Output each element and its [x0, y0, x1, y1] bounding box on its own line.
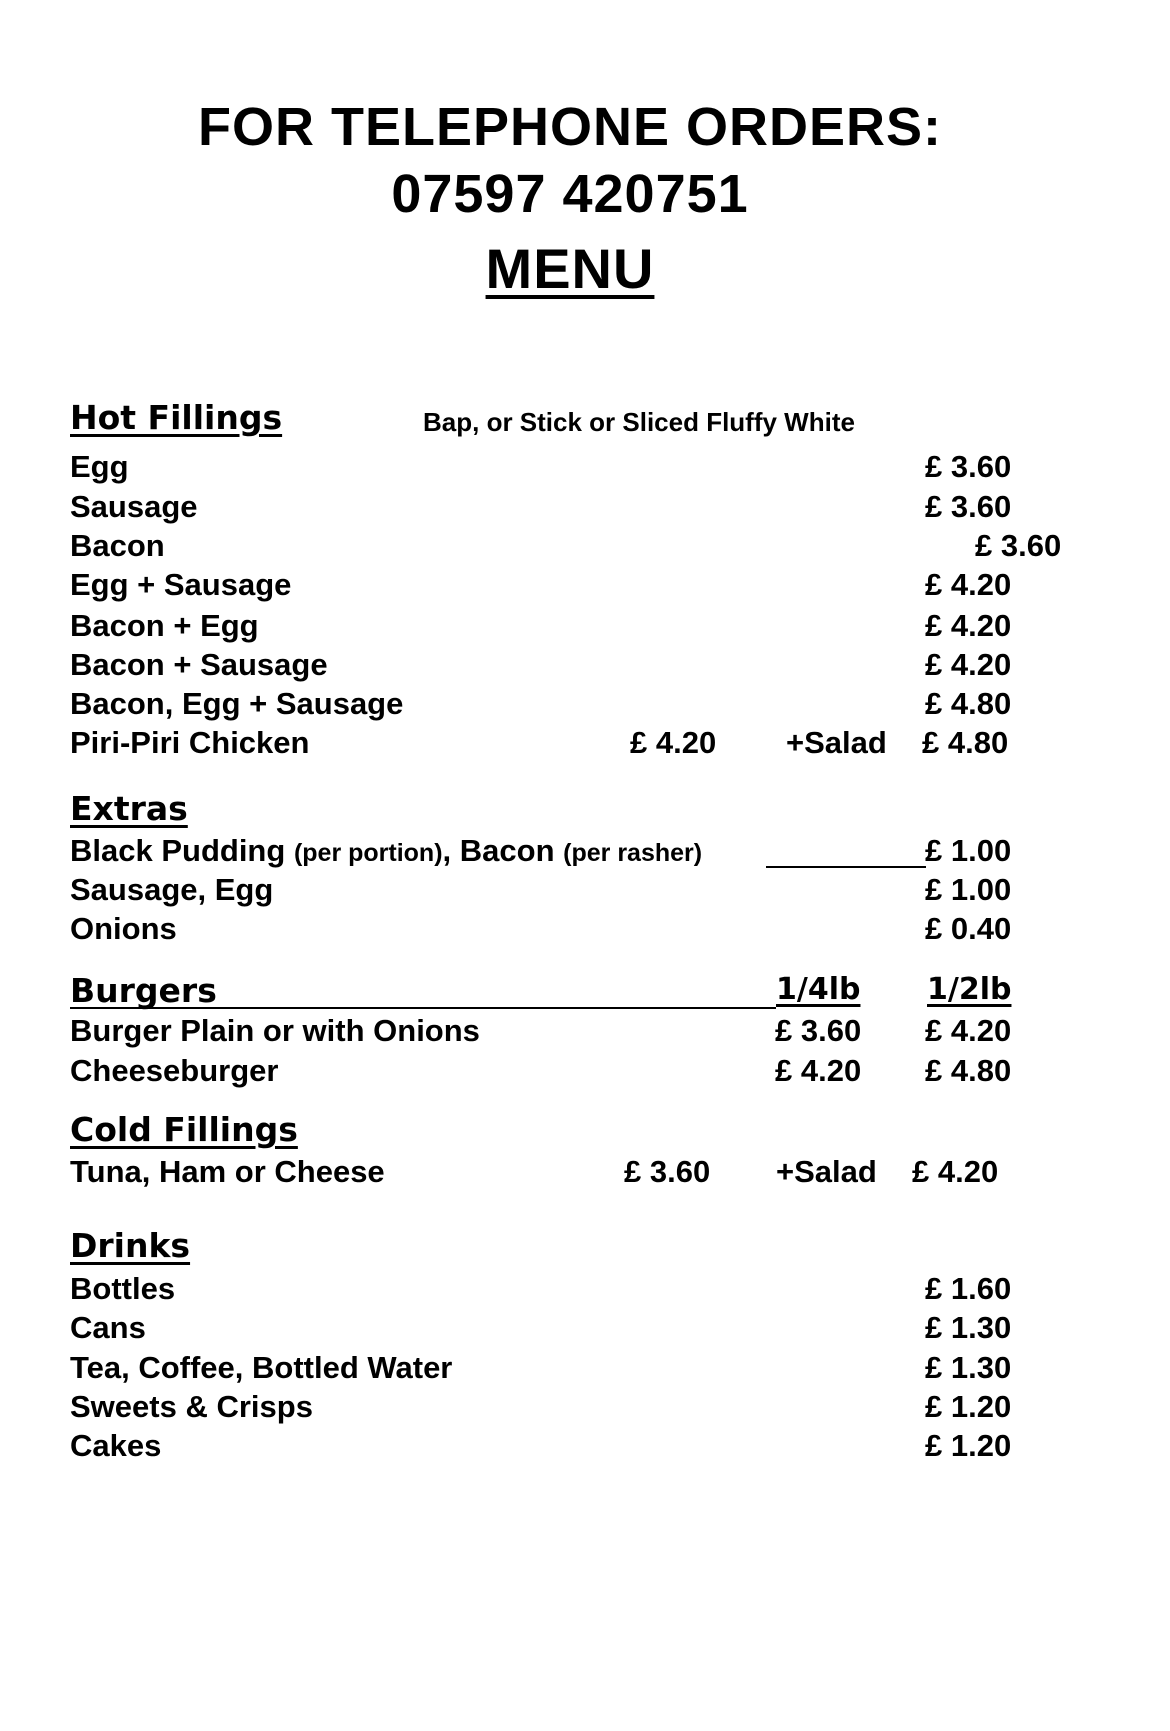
item-separator: , — [442, 833, 452, 868]
item-price: £ 4.20 — [925, 567, 1012, 602]
item-price: £ 4.80 — [925, 686, 1012, 721]
burgers-heading-underline — [70, 1007, 776, 1009]
item-name: Sweets & Crisps — [70, 1389, 313, 1424]
telephone-number: 07597 420751 — [391, 164, 749, 224]
menu-item — [0, 1428, 1170, 1466]
item-price: £ 3.60 — [925, 449, 1012, 484]
menu-item — [0, 872, 1170, 910]
quarter-price: £ 3.60 — [775, 1013, 862, 1048]
salad-label: +Salad — [776, 1154, 877, 1189]
item-name: Bacon — [70, 528, 165, 563]
item-name: Bottles — [70, 1271, 176, 1306]
drinks-title: Drinks — [70, 1226, 191, 1265]
menu-item — [0, 647, 1170, 685]
item-price: £ 1.20 — [925, 1389, 1012, 1424]
item-name: Egg — [70, 449, 129, 484]
salad-label: +Salad — [786, 725, 887, 760]
item-name: Bacon, Egg + Sausage — [70, 686, 404, 721]
menu-title: MENU — [485, 237, 655, 300]
telephone-orders-heading: FOR TELEPHONE ORDERS: — [197, 97, 943, 157]
item-price: £ 3.60 — [925, 489, 1012, 524]
item-rasher-note: (per rasher) — [563, 839, 703, 867]
hot-fillings-bread-note: Bap, or Stick or Sliced Fluffy White — [423, 407, 855, 437]
item-name: Burger Plain or with Onions — [70, 1013, 480, 1048]
item-name: Tuna, Ham or Cheese — [70, 1154, 385, 1189]
menu-item-black-pudding-bacon — [0, 833, 1170, 871]
item-price: £ 3.60 — [624, 1154, 711, 1189]
menu-item — [0, 608, 1170, 646]
menu-item — [0, 686, 1170, 724]
item-portion-note: (per portion) — [293, 839, 443, 867]
salad-price: £ 4.20 — [912, 1154, 999, 1189]
item-name: Cans — [70, 1310, 146, 1345]
menu-item — [0, 1271, 1170, 1309]
item-name: Bacon + Sausage — [70, 647, 328, 682]
hot-fillings-title: Hot Fillings — [70, 398, 283, 437]
item-name: Egg + Sausage — [70, 567, 292, 602]
menu-item — [0, 449, 1170, 487]
item-price: £ 3.60 — [975, 528, 1062, 563]
item-price: £ 1.00 — [925, 872, 1012, 907]
dotted-leader-line — [766, 866, 926, 868]
menu-item-piri-piri — [0, 725, 1170, 763]
item-name: Sausage, Egg — [70, 872, 274, 907]
item-name: Onions — [70, 911, 177, 946]
menu-item — [0, 1310, 1170, 1348]
item-name: Bacon + Egg — [70, 608, 259, 643]
menu-item — [0, 1350, 1170, 1388]
item-name: Cakes — [70, 1428, 162, 1463]
item-price: £ 4.20 — [925, 647, 1012, 682]
item-price: £ 1.00 — [925, 833, 1012, 868]
item-price: £ 4.20 — [925, 608, 1012, 643]
half-price: £ 4.20 — [925, 1013, 1012, 1048]
menu-item — [0, 1389, 1170, 1427]
item-price: £ 1.30 — [925, 1350, 1012, 1385]
menu-item — [0, 1013, 1170, 1051]
menu-item-tuna-ham-cheese — [0, 1154, 1170, 1192]
item-price: £ 1.30 — [925, 1310, 1012, 1345]
half-price: £ 4.80 — [925, 1053, 1012, 1088]
item-name: Bacon — [459, 833, 555, 868]
cold-fillings-title: Cold Fillings — [70, 1110, 298, 1149]
item-price: £ 4.20 — [630, 725, 717, 760]
item-name: Black Pudding — [70, 833, 286, 868]
salad-price: £ 4.80 — [922, 725, 1009, 760]
item-price: £ 1.20 — [925, 1428, 1012, 1463]
item-name: Tea, Coffee, Bottled Water — [70, 1350, 453, 1385]
extras-title: Extras — [70, 789, 188, 828]
menu-item — [0, 489, 1170, 527]
menu-item — [0, 528, 1170, 566]
menu-item — [0, 911, 1170, 949]
item-price: £ 1.60 — [925, 1271, 1012, 1306]
extras-line — [70, 833, 702, 869]
burgers-title: Burgers — [70, 971, 217, 1010]
quarter-pound-column-header: 1/4lb — [776, 972, 861, 1007]
item-name: Sausage — [70, 489, 198, 524]
menu-item — [0, 1053, 1170, 1091]
item-name: Cheeseburger — [70, 1053, 279, 1088]
item-price: £ 0.40 — [925, 911, 1012, 946]
half-pound-column-header: 1/2lb — [927, 972, 1012, 1007]
menu-item — [0, 567, 1170, 605]
quarter-price: £ 4.20 — [775, 1053, 862, 1088]
item-name: Piri-Piri Chicken — [70, 725, 310, 760]
